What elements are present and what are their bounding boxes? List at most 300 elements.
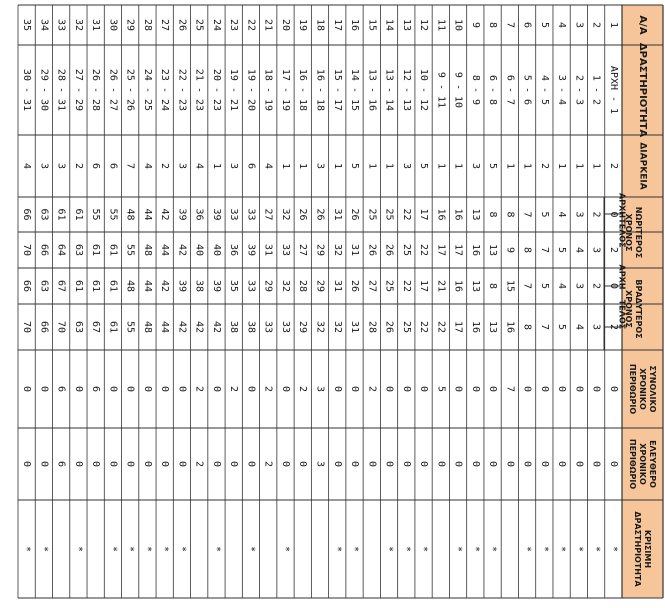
cell-aa: 20 [279, 18, 291, 32]
cell-dur: 5 [418, 162, 430, 170]
cell-es: 48 [124, 208, 136, 221]
cell-tf: 3 [314, 385, 326, 393]
cell-ff: 0 [469, 460, 481, 468]
cell-ef: 64 [55, 243, 67, 257]
cell-act: 18 - 19 [262, 68, 274, 112]
cell-tf: 0 [176, 385, 188, 393]
cell-tf: 0 [107, 385, 119, 393]
cell-ls: 61 [90, 279, 102, 293]
cell-es: 31 [331, 208, 343, 221]
cell-dur: 4 [262, 162, 274, 170]
cell-es: 44 [141, 208, 153, 221]
cell-act: 9 - 10 [452, 71, 464, 109]
cell-dur: 1 [331, 162, 343, 170]
header-total-float-line3: ΠΕΡΙΘΩΡΙΟ [628, 363, 637, 415]
cell-ff: 0 [556, 460, 568, 468]
cell-tf: 0 [590, 385, 602, 393]
cell-tf: 0 [21, 385, 33, 393]
cell-act: 2 - 3 [573, 74, 585, 106]
cell-es: 55 [107, 208, 119, 221]
cell-ff: 0 [159, 460, 171, 468]
cell-ef: 22 [418, 243, 430, 257]
cell-act: 9 - 11 [435, 71, 447, 109]
cell-dur: 1 [573, 162, 585, 170]
cell-dur: 3 [400, 162, 412, 170]
table-row [211, 19, 222, 552]
cell-crit: * [452, 545, 464, 553]
cell-ls: 0 [607, 282, 619, 290]
cell-ls: 17 [418, 279, 430, 293]
cell-ls: 44 [141, 279, 153, 293]
cell-lf: 38 [228, 320, 240, 334]
cell-tf: 0 [279, 385, 291, 393]
cell-lf: 8 [521, 323, 533, 331]
table-row [228, 19, 239, 467]
cell-es: 3 [573, 211, 585, 218]
cell-lf: 28 [366, 320, 378, 334]
cell-es: 16 [435, 208, 447, 221]
cell-aa: 1 [607, 21, 619, 29]
cell-aa: 4 [556, 21, 568, 29]
cell-lf: 70 [21, 320, 33, 334]
cell-tf: 0 [521, 385, 533, 393]
cell-aa: 3 [573, 21, 585, 29]
cell-ef: 44 [159, 243, 171, 257]
header-free-float-line1: ΕΛΕΥΘΕΡΟ [648, 440, 657, 488]
cell-crit: * [159, 545, 171, 553]
cell-ls: 66 [21, 279, 33, 293]
cell-ef: 17 [452, 243, 464, 257]
cell-es: 16 [452, 208, 464, 221]
cell-act: 8 - 9 [469, 74, 481, 106]
cell-dur: 5 [349, 162, 361, 170]
cell-tf: 0 [400, 385, 412, 393]
cell-aa: 10 [452, 18, 464, 32]
cell-tf: 2 [262, 385, 274, 393]
cell-crit: * [245, 545, 257, 553]
cell-ef: 17 [435, 243, 447, 257]
cell-lf: 33 [262, 320, 274, 334]
cell-ls: 39 [210, 279, 222, 293]
table-row [263, 19, 274, 467]
table-row [349, 19, 360, 552]
cell-aa: 6 [521, 21, 533, 29]
cell-ef: 8 [521, 246, 533, 254]
cell-crit: * [279, 545, 291, 553]
cell-lf: 5 [556, 323, 568, 331]
cell-ef: 66 [38, 243, 50, 257]
table-row [73, 19, 84, 552]
cell-ff: 0 [21, 460, 33, 468]
cell-ls: 5 [538, 282, 550, 290]
cell-ff: 0 [435, 460, 447, 468]
cell-es: 55 [90, 208, 102, 221]
cell-ef: 31 [349, 243, 361, 257]
table-row [38, 19, 49, 552]
cell-es: 32 [279, 208, 291, 221]
cell-ef: 4 [573, 246, 585, 254]
cell-tf: 0 [556, 385, 568, 393]
cell-dur: 2 [72, 162, 84, 170]
cell-act: 23 - 24 [159, 68, 171, 112]
cell-ef: 48 [141, 243, 153, 257]
cell-ls: 63 [38, 279, 50, 293]
cell-tf: 0 [452, 385, 464, 393]
header-duration: ΔΙΑΡΚΕΙΑ [637, 142, 648, 190]
table-row [591, 22, 602, 552]
cell-es: 26 [297, 208, 309, 221]
cell-dur: 6 [245, 162, 257, 170]
cell-es: 26 [314, 208, 326, 221]
cell-lf: 25 [400, 320, 412, 334]
cell-ff: 0 [176, 460, 188, 468]
cell-aa: 32 [72, 18, 84, 32]
cell-dur: 4 [141, 162, 153, 170]
cell-ff: 0 [538, 460, 550, 468]
cell-dur: 1 [590, 162, 602, 170]
cell-ff: 0 [210, 460, 222, 468]
cell-lf: 33 [279, 320, 291, 334]
cell-crit: * [349, 545, 361, 553]
cell-dur: 3 [469, 162, 481, 170]
cell-ff: 0 [90, 460, 102, 468]
cell-aa: 31 [90, 18, 102, 32]
cell-dur: 3 [38, 162, 50, 170]
cell-ls: 7 [521, 282, 533, 290]
cell-lf: 42 [210, 320, 222, 334]
cell-ff: 6 [55, 460, 67, 468]
cell-ef: 29 [314, 243, 326, 257]
table-row [107, 19, 118, 552]
table-row [522, 22, 533, 552]
cell-dur: 5 [487, 162, 499, 170]
cell-lf: 16 [504, 320, 516, 334]
cell-act: 24 - 25 [141, 68, 153, 112]
cell-ls: 33 [245, 279, 257, 293]
cell-dur: 1 [210, 162, 222, 170]
cell-tf: 0 [383, 385, 395, 393]
cell-act: 27 - 29 [72, 68, 84, 112]
cell-tf: 6 [90, 385, 102, 393]
cell-lf: 22 [418, 320, 430, 334]
cell-es: 39 [210, 208, 222, 221]
cell-ff: 0 [418, 460, 430, 468]
cell-aa: 22 [245, 18, 257, 32]
cell-dur: 3 [55, 162, 67, 170]
cell-dur: 3 [176, 162, 188, 170]
table-row [366, 19, 377, 467]
cell-aa: 30 [107, 18, 119, 32]
cell-ff: 0 [245, 460, 257, 468]
cell-dur: 1 [297, 162, 309, 170]
cell-es: 33 [228, 208, 240, 221]
cell-es: 8 [504, 211, 516, 218]
cell-ef: 36 [228, 243, 240, 257]
cell-ff: 3 [314, 460, 326, 468]
table-row [470, 22, 481, 552]
cell-tf: 0 [331, 385, 343, 393]
cell-dur: 1 [452, 162, 464, 170]
cell-ls: 3 [573, 282, 585, 290]
cell-crit: * [521, 545, 533, 553]
cell-ef: 2 [607, 246, 619, 254]
cell-aa: 21 [262, 18, 274, 32]
cell-ff: 0 [124, 460, 136, 468]
cell-crit: * [72, 545, 84, 553]
cell-es: 39 [176, 208, 188, 221]
cell-ls: 4 [556, 282, 568, 290]
header-total-float-line2: ΧΡΟΝΙΚΟ [638, 368, 647, 410]
cell-ls: 16 [452, 279, 464, 293]
cell-lf: 48 [141, 320, 153, 334]
cell-ef: 27 [297, 243, 309, 257]
cell-aa: 34 [38, 18, 50, 32]
cell-ef: 33 [279, 243, 291, 257]
cell-ef: 40 [193, 243, 205, 257]
cell-dur: 1 [366, 162, 378, 170]
cell-ef: 61 [90, 243, 102, 257]
cell-dur: 3 [314, 162, 326, 170]
cell-es: 0 [607, 211, 619, 218]
table-row [297, 19, 308, 467]
header-earliest-end: ΤΕΛΟΣ [617, 218, 627, 248]
cell-dur: 1 [556, 162, 568, 170]
table-row [90, 19, 101, 467]
cell-ef: 63 [72, 243, 84, 257]
cell-ff: 0 [366, 460, 378, 468]
cell-crit: * [21, 545, 33, 553]
cell-ef: 25 [400, 243, 412, 257]
cell-dur: 6 [107, 162, 119, 170]
cell-act: 30 - 31 [21, 68, 33, 112]
cell-lf: 13 [487, 320, 499, 334]
table-row [176, 19, 187, 552]
cell-crit: * [383, 545, 395, 553]
cell-tf: 2 [228, 385, 240, 393]
cell-ef: 39 [245, 243, 257, 257]
cell-ls: 61 [72, 279, 84, 293]
cell-ls: 38 [193, 279, 205, 293]
cell-tf: 0 [72, 385, 84, 393]
cell-ls: 29 [314, 279, 326, 293]
header-aa: Α/Α [637, 15, 648, 35]
cell-tf: 0 [573, 385, 585, 393]
cell-act: 28 - 31 [55, 68, 67, 112]
table-row [332, 19, 343, 552]
table-row [487, 22, 498, 552]
cell-crit: * [607, 545, 619, 553]
table-row [194, 19, 205, 467]
cell-tf: 0 [159, 385, 171, 393]
cell-ls: 67 [55, 279, 67, 293]
table-row [608, 22, 619, 552]
cell-es: 7 [521, 211, 533, 218]
cell-aa: 26 [176, 18, 188, 32]
cell-ls: 29 [262, 279, 274, 293]
cell-tf: 2 [366, 385, 378, 393]
cell-ff: 0 [383, 460, 395, 468]
cell-ff: 0 [349, 460, 361, 468]
table-row [573, 22, 584, 552]
cell-dur: 1 [504, 162, 516, 170]
cell-ff: 0 [331, 460, 343, 468]
cell-aa: 5 [538, 21, 550, 29]
cell-ef: 61 [107, 243, 119, 257]
cell-lf: 38 [245, 320, 257, 334]
table-row [418, 19, 429, 552]
table-row [280, 19, 291, 552]
cell-act: 14 - 15 [349, 68, 361, 112]
table-row [504, 22, 515, 467]
cell-act: 16 - 18 [297, 68, 309, 112]
cell-aa: 33 [55, 18, 67, 32]
cell-ff: 0 [72, 460, 84, 468]
cell-ls: 21 [435, 279, 447, 293]
cell-ff: 0 [590, 460, 602, 468]
cell-ff: 0 [107, 460, 119, 468]
cell-ef: 3 [590, 246, 602, 254]
cell-es: 25 [366, 208, 378, 221]
cell-act: 21 - 23 [193, 68, 205, 112]
cell-ff: 0 [228, 460, 240, 468]
cell-aa: 17 [331, 18, 343, 32]
header-critical-line2: ΔΡΑΣΤΗΡΙΟΤΗΤΑ [633, 511, 642, 587]
cell-tf: 7 [504, 385, 516, 393]
cell-es: 42 [159, 208, 171, 221]
cell-ef: 55 [124, 243, 136, 257]
cell-crit: * [469, 545, 481, 553]
cell-act: 3 - 4 [556, 74, 568, 106]
cell-tf: 0 [349, 385, 361, 393]
cell-act: 15 - 17 [331, 68, 343, 112]
cell-ff: 0 [141, 460, 153, 468]
cell-es: 4 [556, 211, 568, 218]
table-row [125, 19, 136, 552]
cell-act: 19 - 21 [228, 68, 240, 112]
cell-ls: 8 [487, 282, 499, 290]
cell-act: 29 - 30 [38, 68, 50, 112]
table-row [159, 19, 170, 552]
cell-ff: 0 [573, 460, 585, 468]
cell-lf: 3 [590, 323, 602, 331]
cell-aa: 28 [141, 18, 153, 32]
cell-ff: 0 [607, 460, 619, 468]
cell-ls: 39 [176, 279, 188, 293]
cell-tf: 0 [38, 385, 50, 393]
cell-ff: 0 [504, 460, 516, 468]
table-row [315, 19, 326, 467]
cell-lf: 63 [72, 320, 84, 334]
cell-crit: * [331, 545, 343, 553]
cell-dur: 4 [193, 162, 205, 170]
cell-ef: 31 [262, 243, 274, 257]
header-latest-line2: ΧΡΟΝΟΣ [624, 290, 633, 328]
header-free-float-line3: ΠΕΡΙΘΩΡΙΟ [628, 438, 637, 490]
cell-ls: 28 [297, 279, 309, 293]
cell-lf: 26 [383, 320, 395, 334]
cell-es: 13 [469, 208, 481, 221]
cell-tf: 0 [487, 385, 499, 393]
header-latest-end: ΤΕΛΟΣ [617, 299, 627, 330]
cell-ls: 61 [107, 279, 119, 293]
cell-act: 13 - 14 [383, 68, 395, 112]
cell-ff: 0 [400, 460, 412, 468]
cell-aa: 15 [366, 18, 378, 32]
cell-dur: 2 [538, 162, 550, 170]
cell-ls: 22 [400, 279, 412, 293]
cell-es: 22 [400, 208, 412, 221]
cell-dur: 6 [90, 162, 102, 170]
cell-aa: 27 [159, 18, 171, 32]
cell-lf: 29 [297, 320, 309, 334]
cell-ls: 32 [279, 279, 291, 293]
cell-dur: 2 [159, 162, 171, 170]
header-total-float-line1: ΣΥΝΟΛΙΚΟ [648, 365, 657, 413]
header-latest-line1: ΒΡΑΔΥΤΕΡΟΣ [634, 279, 643, 339]
cell-es: 61 [55, 208, 67, 221]
cell-aa: 11 [435, 18, 447, 32]
cell-tf: 2 [297, 385, 309, 393]
cell-ls: 31 [331, 279, 343, 293]
cell-act: 25 - 26 [124, 68, 136, 112]
cell-act: 19 - 20 [245, 68, 257, 112]
cell-ef: 26 [366, 243, 378, 257]
cell-crit: * [107, 545, 119, 553]
table-row [539, 22, 550, 552]
cell-act: ΑΡΧΗ - 1 [607, 65, 619, 115]
cell-dur: 4 [21, 162, 33, 170]
cell-ls: 27 [366, 279, 378, 293]
cell-crit: * [141, 545, 153, 553]
cell-dur: 1 [521, 162, 533, 170]
cell-es: 33 [245, 208, 257, 221]
cell-ff: 0 [279, 460, 291, 468]
cell-lf: 32 [314, 320, 326, 334]
cell-dur: 1 [435, 162, 447, 170]
cell-tf: 0 [418, 385, 430, 393]
cell-lf: 67 [90, 320, 102, 334]
cell-act: 13 - 16 [366, 68, 378, 112]
cell-ef: 16 [469, 243, 481, 257]
cell-ff: 0 [521, 460, 533, 468]
cell-crit: * [210, 545, 222, 553]
cell-ef: 70 [21, 243, 33, 257]
cell-ef: 13 [487, 243, 499, 257]
cell-crit: * [487, 545, 499, 553]
cell-act: 4 - 5 [538, 74, 550, 106]
cell-aa: 18 [314, 18, 326, 32]
table-row [56, 19, 67, 467]
cell-ls: 48 [124, 279, 136, 293]
cell-act: 12 - 13 [400, 68, 412, 112]
cell-aa: 23 [228, 18, 240, 32]
header-earliest-start: ΑΡΧΗ [617, 193, 627, 218]
table-row [142, 19, 153, 552]
cell-aa: 12 [418, 18, 430, 32]
cell-tf: 0 [210, 385, 222, 393]
cell-act: 6 - 8 [487, 74, 499, 106]
cell-dur: 1 [279, 162, 291, 170]
cell-ls: 35 [228, 279, 240, 293]
cell-ef: 9 [504, 246, 516, 254]
cell-lf: 66 [38, 320, 50, 334]
cell-aa: 8 [487, 21, 499, 29]
cell-act: 1 - 2 [590, 74, 602, 106]
table-row [21, 19, 32, 552]
cell-aa: 29 [124, 18, 136, 32]
cell-dur: 7 [124, 162, 136, 170]
cell-crit: * [38, 545, 50, 553]
